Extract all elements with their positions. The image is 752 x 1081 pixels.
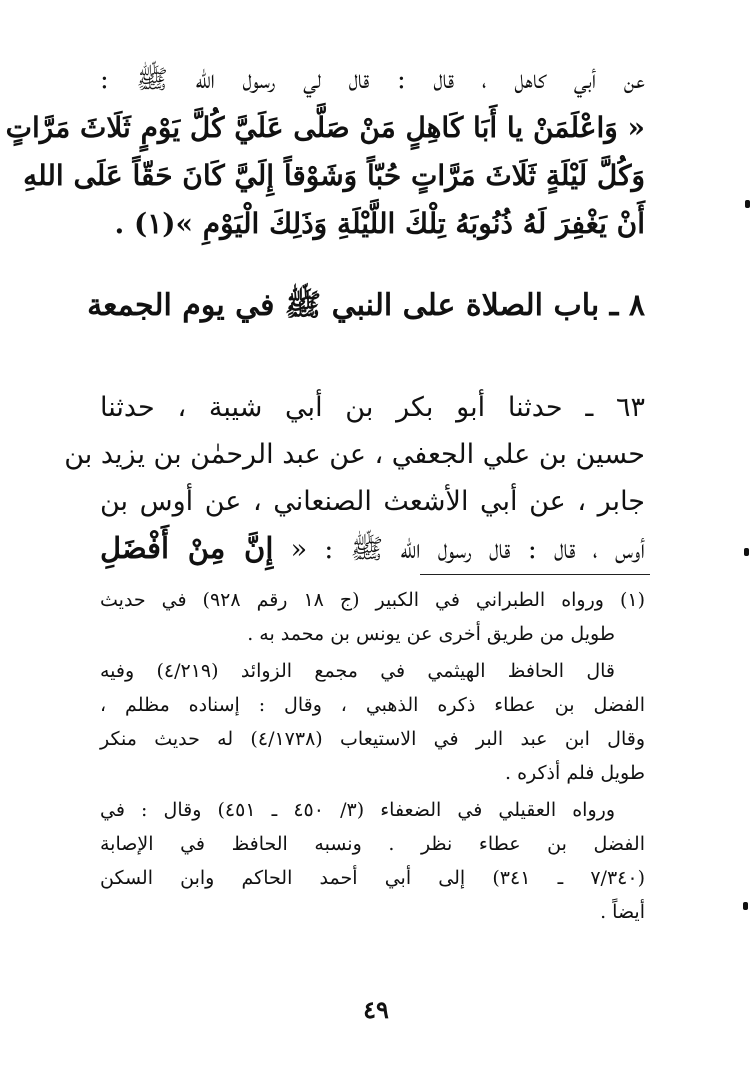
footnote-line: الفضل بن عطاء ذكره الذهبي ، وقال : إسناده مظلم ، <box>100 694 645 716</box>
footnotes <box>100 583 645 929</box>
text-line: ٦٣ ـ حدثنا أبو بكر بن أبي شيبة ، حدثنا <box>100 392 645 423</box>
text-line: أَنْ يَغْفِرَ لَهُ ذُنُوبَهُ تِلْكَ اللَّيْلَةِ وَذَلِكَ الْيَوْمِ »(١) . <box>114 207 645 240</box>
chapter-title: ٨ ـ باب الصلاة على النبي ﷺ في يوم الجمعة <box>87 288 645 323</box>
hadith-continuation <box>5 56 645 248</box>
footnote-line: (٧/٣٤٠ ـ ٣٤١) إلى أبي أحمد الحاكم وابن السكن <box>100 867 645 889</box>
text-line: « وَاعْلَمَنْ يا أَبَا كَاهِلٍ مَنْ صَلَّى عَلَيَّ كُلَّ يَوْمٍ ثَلَاثَ مَرَّاتٍ <box>5 111 645 144</box>
text-line: جابر ، عن أبي الأشعث الصنعاني ، عن أوس بن <box>100 486 645 517</box>
text-line: حسين بن علي الجعفي ، عن عبد الرحمٰن بن يزيد بن <box>64 439 645 470</box>
text-line: عن أبي كاهل ، قال : قال لي رسول الله ﷺ : <box>100 65 645 95</box>
footnote-line: (١) ورواه الطبراني في الكبير (ج ١٨ رقم ٩٢٨) في حديث <box>100 589 645 611</box>
text-segment: أوس ، قال : قال رسول الله ﷺ : « <box>273 534 646 565</box>
footnote-line: ورواه العقيلي في الضعفاء (٣/ ٤٥٠ ـ ٤٥١) وقال : في <box>100 799 615 821</box>
footnote-line: وقال ابن عبد البر في الاستيعاب (٤/١٧٣٨) له حديث منكر <box>100 728 646 750</box>
footnote-line: أيضاً . <box>600 901 645 923</box>
scan-margin-mark <box>745 200 750 208</box>
footnote-line: قال الحافظ الهيثمي في مجمع الزوائد (٤/٢١٩) وفيه <box>100 660 616 682</box>
page-number: ٤٩ <box>363 995 389 1024</box>
text-line: وَكُلَّ لَيْلَةٍ ثَلَاثَ مَرَّاتٍ حُبّاً وَشَوْقاً إِلَيَّ كَانَ حَقّاً عَلَى اللهِ <box>23 159 645 192</box>
footnote-line: الفضل بن عطاء نظر . ونسبه الحافظ في الإصابة <box>100 833 645 855</box>
text-line <box>100 525 645 572</box>
footnote-line: طويل فلم أذكره . <box>504 762 645 784</box>
scan-margin-mark <box>744 548 749 556</box>
footnote-line: طويل من طريق أخرى عن يونس بن محمد به . <box>247 623 615 645</box>
footnote-divider <box>420 574 650 575</box>
hadith-body <box>64 384 646 572</box>
emphasized-text: إِنَّ مِنْ أَفْضَلِ <box>100 531 274 565</box>
scan-margin-mark <box>743 902 748 910</box>
